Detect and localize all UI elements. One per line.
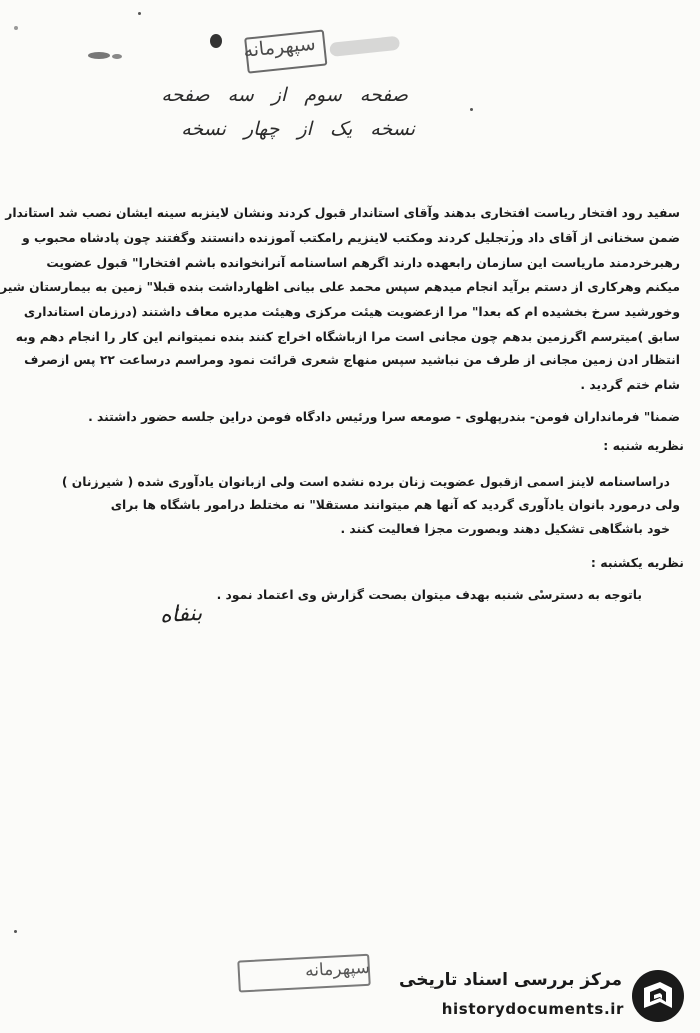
body-line: شام ختم گردید . bbox=[580, 378, 680, 392]
archive-watermark bbox=[399, 962, 700, 1033]
body-line: میکنم وهرکاری از دستم برآید انجام میدهم سپس محمد علی بیانی اظهارداشت بنده قبلا" زمین به بیمارستان شیر bbox=[0, 280, 680, 294]
saturday-line: ولی درمورد بانوان یادآوری گردید که آنها هم میتوانند مستقلا" نه مختلط درامور باشگاه ها برای bbox=[110, 498, 680, 512]
scan-speck bbox=[210, 34, 222, 48]
section-heading-saturday: نظریه شنبه : bbox=[603, 438, 684, 453]
scan-speck bbox=[112, 54, 122, 59]
history-documents-logo-icon bbox=[630, 968, 686, 1024]
body-line: ضمنا" فرمانداران فومن- بندرپهلوی - صومعه سرا ورئیس دادگاه فومن دراین جلسه حضور داشتند . bbox=[88, 410, 680, 424]
stamp-top-text: سپهرمانه bbox=[242, 32, 317, 62]
handwritten-page-note: صفحه سوم از سه صفحه bbox=[161, 84, 408, 106]
handwritten-copy-note: نسخه یک از چهار نسخه bbox=[181, 118, 415, 140]
stamp-bottom-text: سپهرمانه bbox=[304, 957, 371, 982]
body-line: رهبرخردمند ماریاست این سازمان رابعهده دارند اگرهم اساسنامه آنرانخوانده باشم افتخارا" قبول عضویت bbox=[46, 256, 680, 270]
watermark-url[interactable]: historydocuments.ir bbox=[441, 1000, 624, 1018]
watermark-title: مرکز بررسی اسناد تاریخی bbox=[399, 970, 622, 990]
body-line: وخورشید سرخ بخشیده ام که بعدا" مرا ازعضویت هیئت مرکزی وهیئت مدیره معاف داشتند (درزمان استانداری bbox=[23, 305, 680, 319]
saturday-line: خود باشگاهی تشکیل دهند وبصورت مجزا فعالیت کنند . bbox=[340, 522, 670, 536]
top-stamp bbox=[238, 18, 403, 86]
section-heading-sunday: نظریه یکشنبه : bbox=[590, 555, 684, 570]
body-line: انتظار ادن زمین مجانی از طرف من نباشید سپس منهاج شعری قرائت نمود ومراسم درساعت ۲۲ پس ازصرف bbox=[24, 353, 680, 367]
handwritten-signature: بنفاه bbox=[159, 600, 203, 629]
body-line: سابق )میترسم اگرزمین بدهم چون مجانی است مرا ازباشگاه اخراج کنند بنده نمیتوانم این کار را انجام دهم وبه bbox=[15, 330, 680, 344]
body-line: ضمن سخنانی از آقای داد ورتجلیل کردند ومکتب لاینزیم رامکتب آموزنده دانستند وگفتند چون پادشاه محبوب و bbox=[22, 231, 680, 245]
scan-speck bbox=[470, 108, 473, 111]
sunday-line: باتوجه به دسترسی شنبه بهدف میتوان بصحت گزارش وی اعتماد نمود . bbox=[216, 588, 642, 602]
body-line: سفید رود افتخار ریاست افتخاری بدهند وآقای استاندار قبول کردند ونشان لاینزبه سینه ایشان نصب شد استاندار bbox=[5, 206, 680, 220]
scan-speck bbox=[14, 26, 18, 30]
scan-speck bbox=[138, 12, 141, 15]
scan-speck bbox=[14, 930, 17, 933]
bottom-stamp bbox=[231, 949, 383, 997]
scan-speck bbox=[88, 52, 110, 59]
saturday-line: دراساسنامه لاینز اسمی ازقبول عضویت زنان برده نشده است ولی ازبانوان یادآوری شده ( شیرزنان ) bbox=[61, 475, 670, 489]
stamp-smudge bbox=[329, 36, 400, 57]
